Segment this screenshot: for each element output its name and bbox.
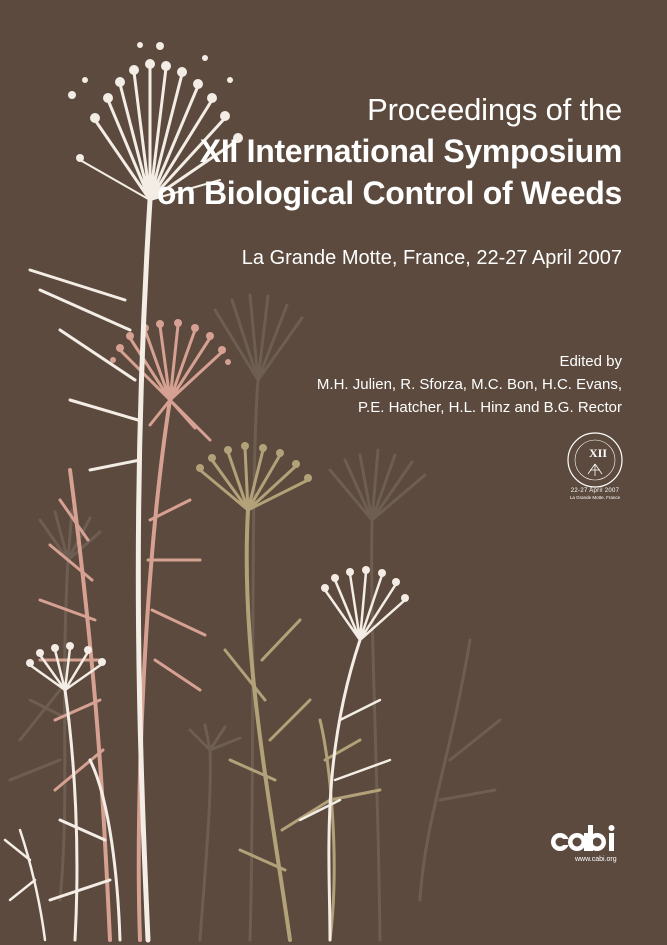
- olive-plant: [196, 442, 380, 940]
- pink-plant: [40, 319, 231, 940]
- title-line-1: Proceedings of the: [367, 92, 622, 127]
- seal-place: La Grande Motte, France: [569, 495, 621, 500]
- editors-line-1: M.H. Julien, R. Sforza, M.C. Bon, H.C. Evans,: [316, 376, 622, 393]
- title-line-3: on Biological Control of Weeds: [156, 175, 622, 211]
- seal-numeral: XII: [588, 446, 607, 460]
- venue-line: La Grande Motte, France, 22-27 April 2007: [241, 247, 622, 269]
- edited-by-label: Edited by: [559, 353, 622, 370]
- editors-line-2: P.E. Hatcher, H.L. Hinz and B.G. Rector: [357, 399, 622, 416]
- seal-dates: 22-27 April 2007: [570, 488, 620, 494]
- publisher-url[interactable]: www.cabi.org: [575, 856, 617, 863]
- title-line-2: XII International Symposium: [199, 133, 622, 169]
- editors-block: [317, 350, 622, 419]
- cabi-logo-icon: [548, 820, 618, 880]
- title-block: [157, 90, 622, 214]
